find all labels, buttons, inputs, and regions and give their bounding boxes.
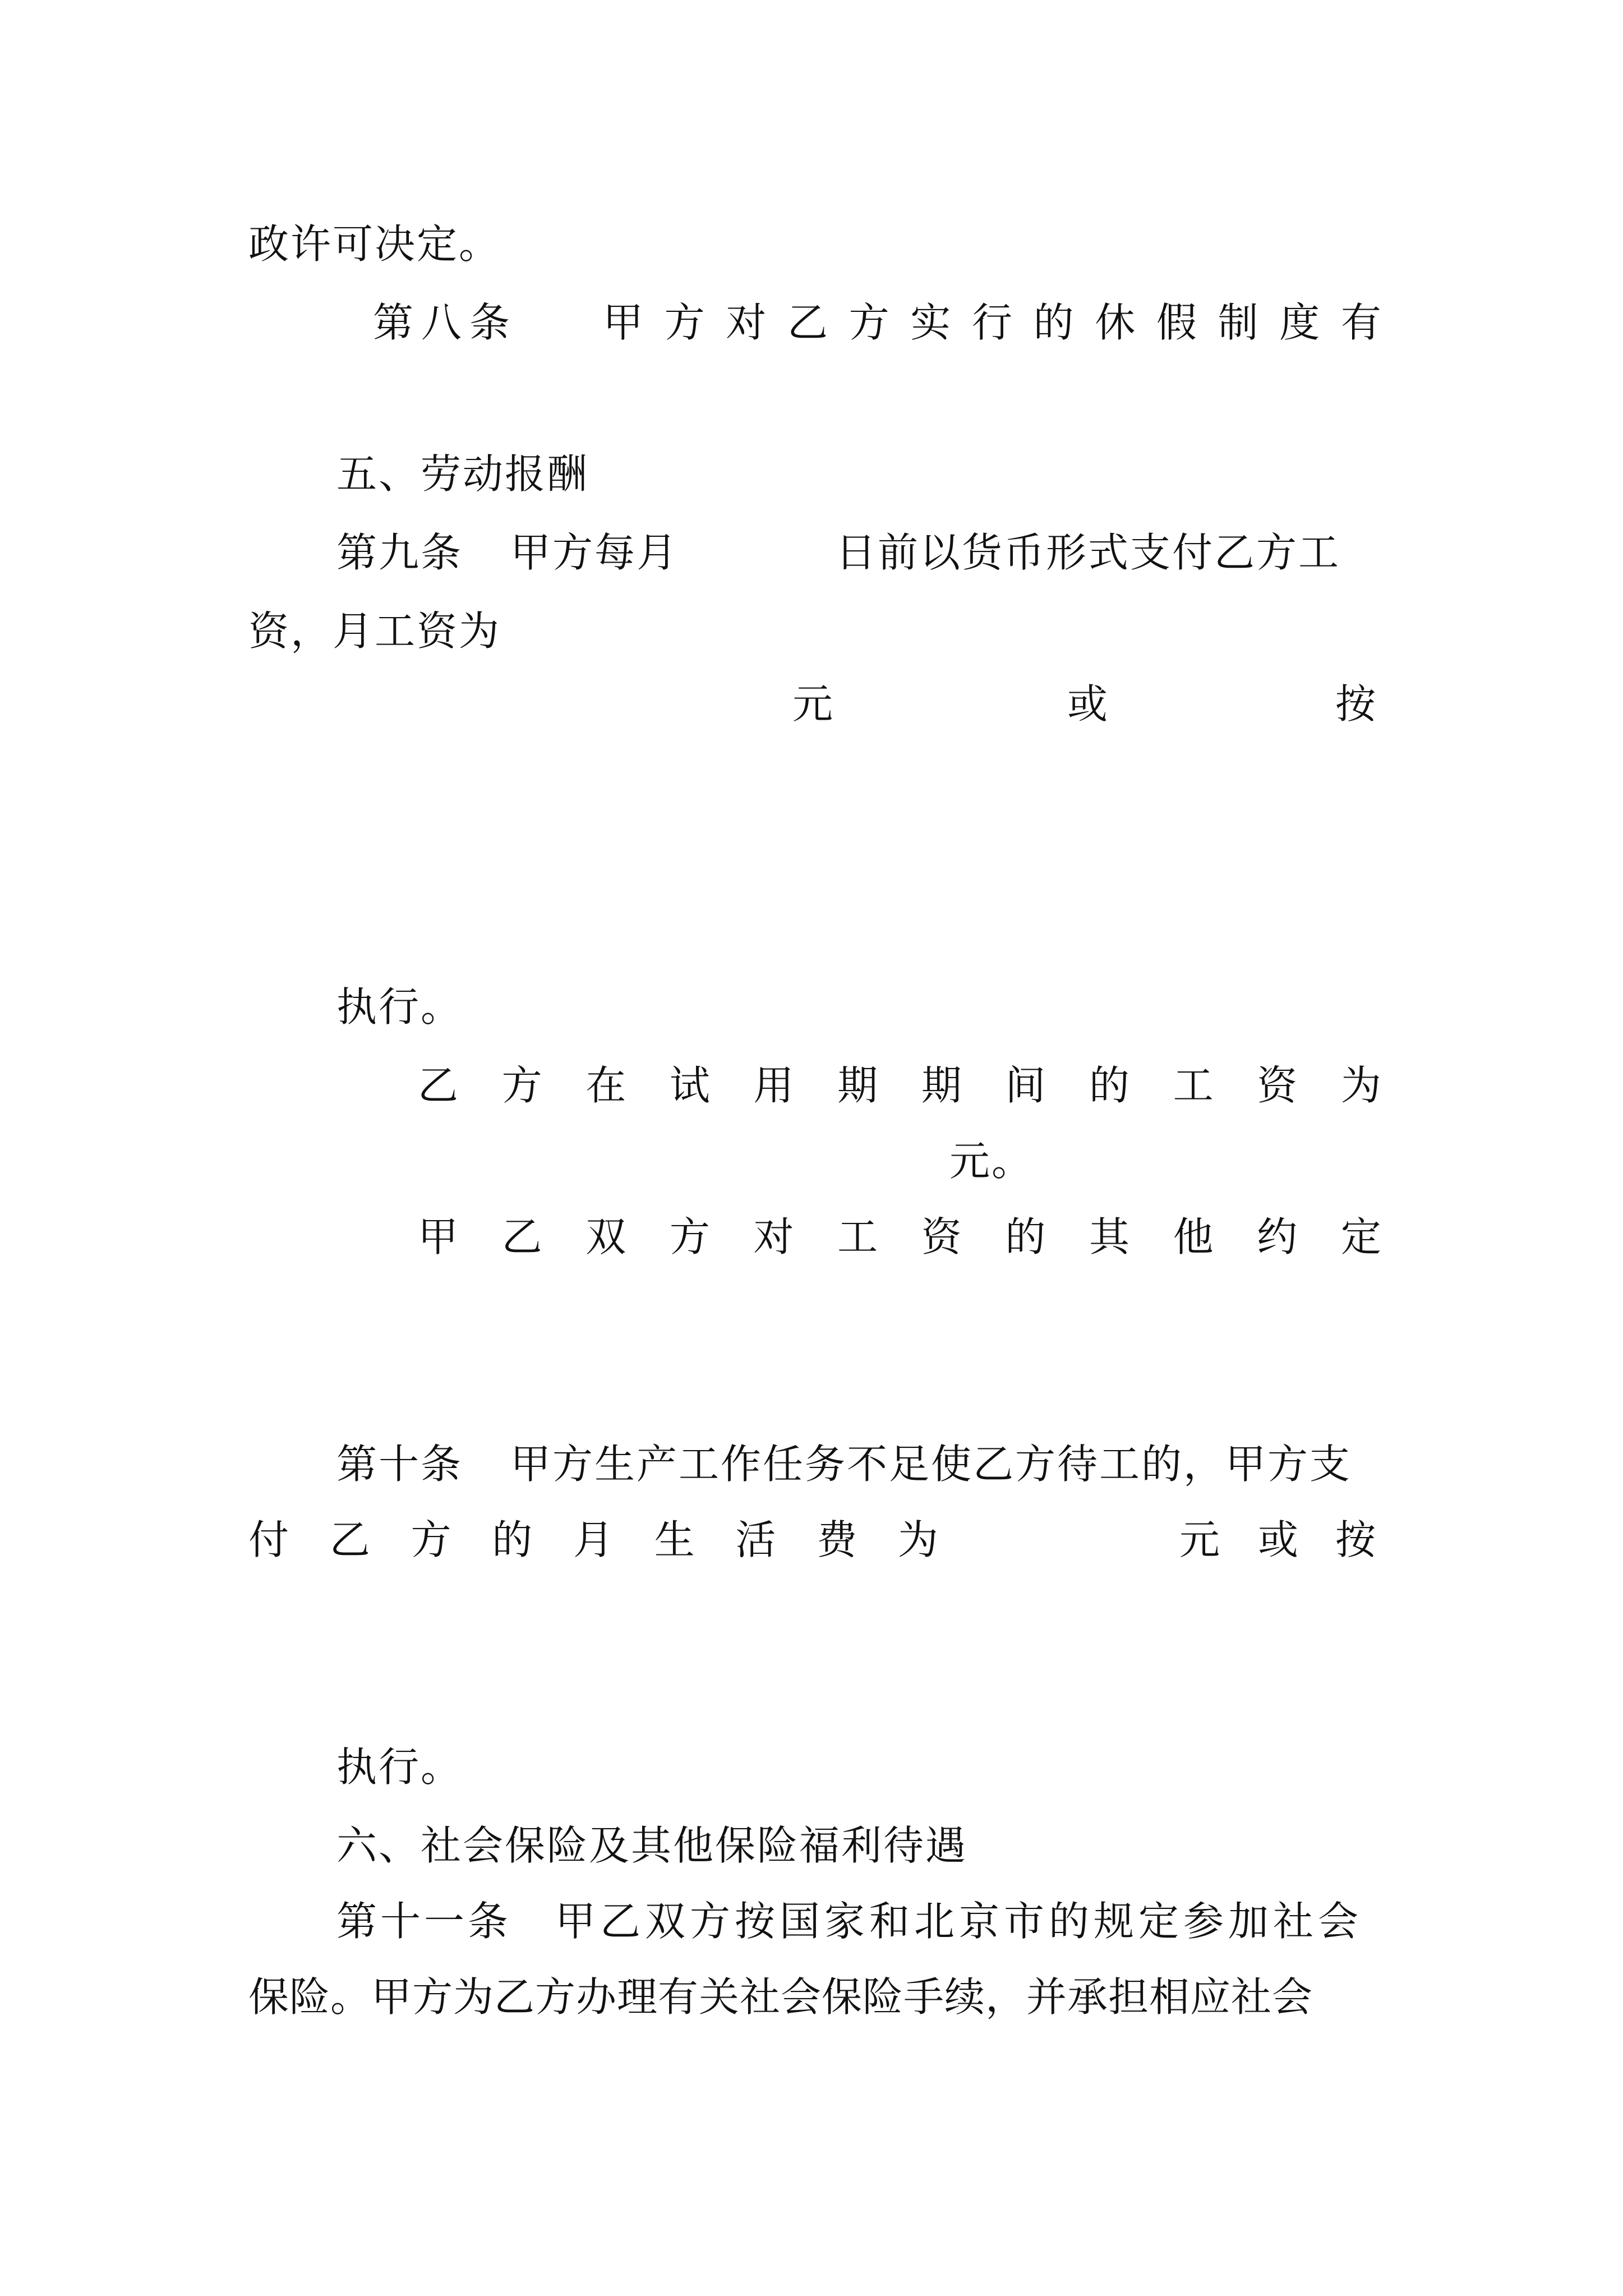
char: 他	[1173, 1213, 1214, 1260]
char: 实	[910, 299, 951, 346]
paragraph-text: 执行。	[336, 983, 463, 1030]
char: 生	[654, 1516, 695, 1563]
char: 为	[897, 1516, 938, 1563]
paragraph-text: 按	[1335, 680, 1376, 728]
char: 方	[669, 1213, 710, 1260]
char: 费	[817, 1516, 857, 1563]
article-8-text	[603, 295, 1381, 351]
paragraph-text: 保险。甲方为乙方办理有关社会保险手续，并承担相应社会	[248, 1973, 1313, 2021]
char: 约	[1257, 1213, 1298, 1260]
other-wage-line	[418, 1209, 1381, 1265]
paragraph-text: 元	[792, 680, 833, 728]
char: 制	[1218, 299, 1258, 346]
char: 的	[1089, 1062, 1130, 1109]
char: 双	[585, 1213, 626, 1260]
char: 乙	[418, 1062, 459, 1109]
paragraph-text: 执行。	[336, 1743, 463, 1791]
text-line	[248, 1133, 1381, 1189]
char: 的	[1005, 1213, 1046, 1260]
article-number: 第八条	[373, 299, 518, 346]
trial-wage-line	[418, 1057, 1381, 1114]
text-line	[248, 676, 1381, 732]
char: 度	[1279, 299, 1320, 346]
paragraph-text: 日前以货币形式支付乙方工	[836, 529, 1341, 576]
text-line	[248, 216, 1381, 272]
char: 对	[726, 299, 767, 346]
char: 的	[492, 1516, 533, 1563]
char: 乙	[787, 299, 828, 346]
paragraph-text: 或	[1067, 680, 1108, 728]
char: 期	[921, 1062, 962, 1109]
char: 乙	[501, 1213, 542, 1260]
char: 资	[1257, 1062, 1298, 1109]
char: 甲	[603, 299, 644, 346]
paragraph-text: 甲方每月	[510, 529, 679, 576]
article-11-line	[336, 1893, 1381, 1949]
article-9-line	[336, 524, 1381, 581]
char: 试	[669, 1062, 710, 1109]
section-title: 六、社会保险及其他保险福利待遇	[336, 1822, 968, 1869]
char: 的	[1033, 299, 1074, 346]
char: 方	[849, 299, 889, 346]
char: 甲	[418, 1213, 459, 1260]
text-line	[336, 979, 1381, 1035]
char: 用	[753, 1062, 794, 1109]
char: 在	[585, 1062, 626, 1109]
char: 工	[837, 1213, 878, 1260]
section-title: 五、劳动报酬	[336, 450, 589, 498]
article-10-line	[336, 1436, 1381, 1492]
paragraph-text: 按	[1335, 1516, 1376, 1563]
char: 付	[248, 1516, 289, 1563]
char: 方	[501, 1062, 542, 1109]
char: 资	[921, 1213, 962, 1260]
char: 方	[664, 299, 705, 346]
char: 工	[1173, 1062, 1214, 1109]
paragraph-text: 资，月工资为	[248, 608, 501, 655]
article-number: 第十条	[336, 1441, 463, 1488]
char: 月	[573, 1516, 614, 1563]
char: 间	[1005, 1062, 1046, 1109]
char: 期	[837, 1062, 878, 1109]
char: 有	[1340, 299, 1381, 346]
char: 假	[1156, 299, 1197, 346]
text-line	[248, 1969, 1381, 2025]
paragraph-text: 政许可决定。	[248, 220, 501, 268]
article-8-line	[373, 295, 1381, 351]
char: 方	[411, 1516, 451, 1563]
article-number: 第十一条	[336, 1898, 512, 1945]
char: 定	[1340, 1213, 1381, 1260]
paragraph-text: 或	[1258, 1516, 1299, 1563]
paragraph-text: 元	[1179, 1516, 1220, 1563]
text-line	[248, 603, 1381, 659]
living-allowance-line	[248, 1512, 1381, 1568]
text-line	[336, 1739, 1381, 1795]
article-number: 第九条	[336, 529, 463, 576]
paragraph-text: 甲方生产工作任务不足使乙方待工的，甲方支	[510, 1441, 1352, 1488]
char: 行	[971, 299, 1012, 346]
section-heading	[336, 1818, 1381, 1874]
char: 对	[753, 1213, 794, 1260]
char: 活	[735, 1516, 776, 1563]
section-heading	[336, 446, 1381, 502]
living-allowance-text	[248, 1512, 938, 1568]
char: 其	[1089, 1213, 1130, 1260]
char: 为	[1340, 1062, 1381, 1109]
paragraph-text: 元。	[949, 1138, 1034, 1185]
char: 乙	[329, 1516, 370, 1563]
char: 休	[1095, 299, 1136, 346]
paragraph-text: 甲乙双方按国家和北京市的规定参加社会	[555, 1898, 1363, 1945]
